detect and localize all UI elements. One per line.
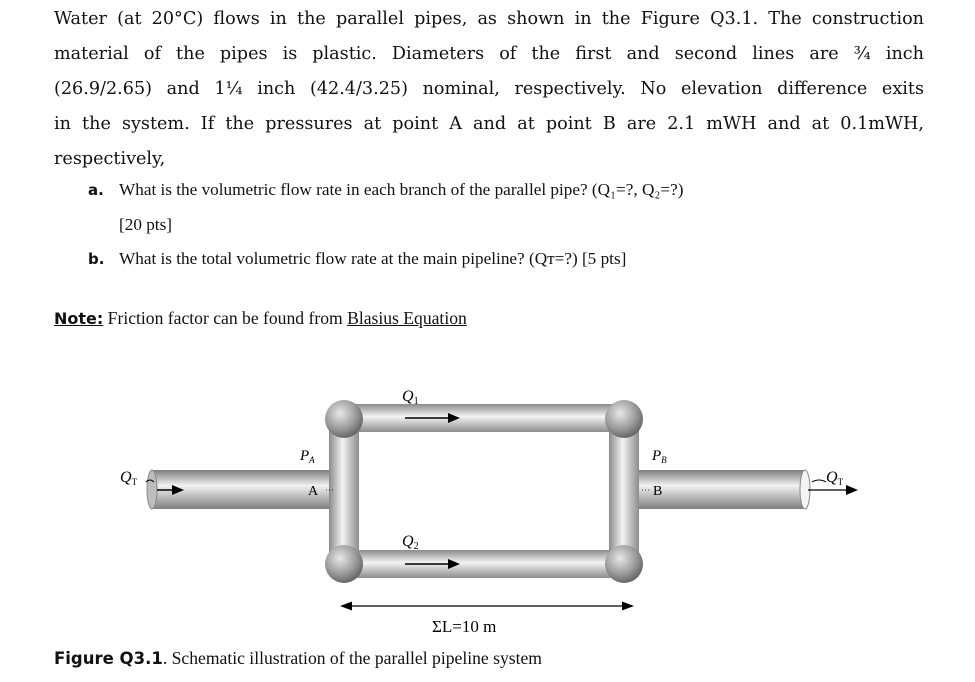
joint-bottom-right xyxy=(605,545,643,583)
point-b-label: B xyxy=(653,484,663,499)
branch-2-pipe xyxy=(344,550,624,578)
problem-line-3: (26.9/2.65) and 1¼ inch (42.4/3.25) nominal, respectively. No elevation difference exits xyxy=(54,79,924,99)
note-text: Friction factor can be found from xyxy=(103,308,348,328)
joint-bottom-left xyxy=(325,545,363,583)
qt-right-label: QT xyxy=(826,469,844,487)
outlet-label-leader xyxy=(812,480,826,482)
figure-caption xyxy=(54,648,542,669)
question-a-points-text: [20 pts] xyxy=(119,215,172,234)
joint-top-right xyxy=(605,400,643,438)
pb-label: $P_B$ xyxy=(652,448,667,465)
branch-1-pipe xyxy=(344,404,624,432)
note-label: Note: xyxy=(54,309,104,328)
question-a-label: a. xyxy=(88,181,104,199)
flow-arrow-outlet xyxy=(808,485,858,495)
figure-caption-label: Figure Q3.1 xyxy=(54,649,163,668)
problem-line-2: material of the pipes is plastic. Diameters of the first and second lines are ¾ inch xyxy=(54,44,924,64)
q1-label: Q1 xyxy=(402,388,419,407)
q2-label: Q2 xyxy=(402,533,419,552)
problem-line-1: Water (at 20°C) flows in the parallel pipes, as shown in the Figure Q3.1. The construction xyxy=(54,9,924,29)
figure-caption-text: . Schematic illustration of the parallel pipeline system xyxy=(162,648,542,668)
joint-top-left xyxy=(325,400,363,438)
question-a-text: What is the volumetric flow rate in each branch of the parallel pipe? (Q₁=?, Q₂=?) xyxy=(119,180,684,199)
question-b-label: b. xyxy=(88,250,105,268)
blasius-link[interactable]: Blasius Equation xyxy=(347,308,467,328)
problem-line-5: respectively, xyxy=(54,149,166,169)
pa-label: $P_A$ xyxy=(300,448,315,465)
right-vertical-pipe xyxy=(609,418,639,563)
question-b-text: What is the total volumetric flow rate at the main pipeline? (Qᴛ=?) [5 pts] xyxy=(119,249,627,268)
length-dimension-arrow xyxy=(340,602,634,611)
problem-line-4: in the system. If the pressures at point A and at point B are 2.1 mWH and at 0.1mWH, xyxy=(54,114,924,134)
qt-left-label: QT xyxy=(120,469,138,487)
left-vertical-pipe xyxy=(329,418,359,563)
point-a-label: A xyxy=(308,484,319,499)
main-pipe-outlet xyxy=(625,470,805,509)
inlet-pipe-end xyxy=(147,470,157,509)
length-label: ΣL=10 m xyxy=(432,617,497,636)
